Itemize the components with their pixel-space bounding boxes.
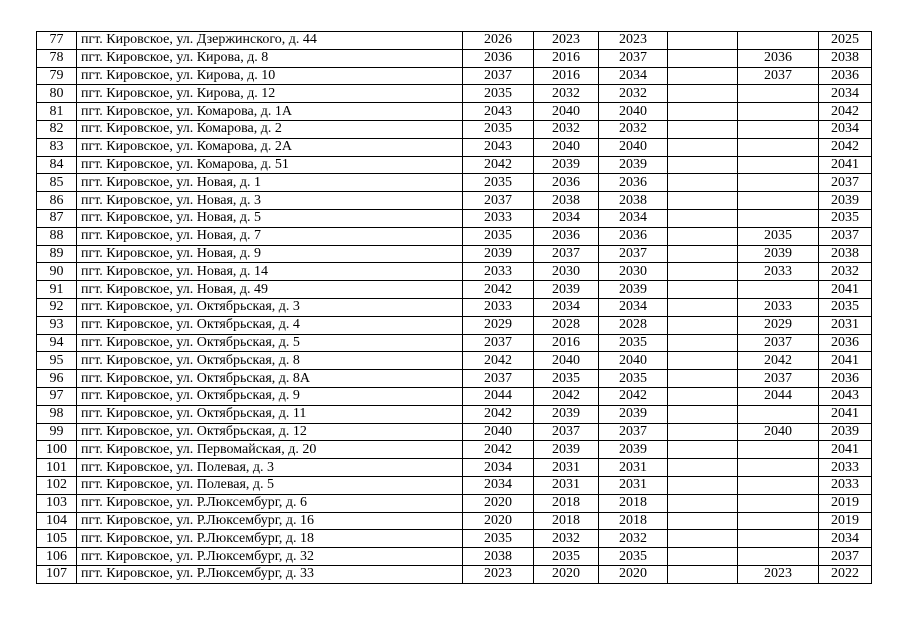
year-cell-3: 2018 — [599, 494, 668, 512]
year-cell-5: 2033 — [738, 263, 819, 281]
row-number-cell: 98 — [37, 405, 77, 423]
table-row — [37, 49, 872, 67]
year-cell-5 — [738, 174, 819, 192]
row-number-cell: 96 — [37, 370, 77, 388]
year-cell-1: 2042 — [463, 441, 534, 459]
year-cell-2: 2028 — [534, 316, 599, 334]
address-cell: пгт. Кировское, ул. Дзержинского, д. 44 — [77, 32, 463, 50]
year-cell-1: 2035 — [463, 120, 534, 138]
year-cell-2: 2036 — [534, 227, 599, 245]
year-cell-2: 2034 — [534, 298, 599, 316]
year-cell-5: 2044 — [738, 387, 819, 405]
year-cell-2: 2037 — [534, 423, 599, 441]
table-row — [37, 263, 872, 281]
address-cell: пгт. Кировское, ул. Октябрьская, д. 11 — [77, 405, 463, 423]
row-number-cell: 103 — [37, 494, 77, 512]
year-cell-3: 2031 — [599, 459, 668, 477]
address-cell: пгт. Кировское, ул. Октябрьская, д. 9 — [77, 387, 463, 405]
address-cell: пгт. Кировское, ул. Кирова, д. 12 — [77, 85, 463, 103]
year-cell-6: 2039 — [819, 192, 872, 210]
address-cell: пгт. Кировское, ул. Комарова, д. 1А — [77, 103, 463, 121]
year-cell-1: 2037 — [463, 334, 534, 352]
year-cell-5: 2039 — [738, 245, 819, 263]
year-cell-2: 2030 — [534, 263, 599, 281]
year-cell-4 — [668, 192, 738, 210]
year-cell-2: 2023 — [534, 32, 599, 50]
address-cell: пгт. Кировское, ул. Р.Люксембург, д. 33 — [77, 565, 463, 583]
table-row — [37, 565, 872, 583]
year-cell-6: 2037 — [819, 548, 872, 566]
row-number-cell: 90 — [37, 263, 77, 281]
table-row — [37, 174, 872, 192]
address-cell: пгт. Кировское, ул. Октябрьская, д. 12 — [77, 423, 463, 441]
year-cell-2: 2016 — [534, 67, 599, 85]
address-cell: пгт. Кировское, ул. Октябрьская, д. 8 — [77, 352, 463, 370]
year-cell-4 — [668, 405, 738, 423]
row-number-cell: 91 — [37, 281, 77, 299]
address-cell: пгт. Кировское, ул. Комарова, д. 2 — [77, 120, 463, 138]
year-cell-4 — [668, 263, 738, 281]
row-number-cell: 105 — [37, 530, 77, 548]
table-row — [37, 548, 872, 566]
year-cell-2: 2040 — [534, 352, 599, 370]
year-cell-6: 2037 — [819, 227, 872, 245]
table-row — [37, 494, 872, 512]
data-table — [36, 31, 872, 584]
year-cell-1: 2034 — [463, 459, 534, 477]
year-cell-1: 2042 — [463, 405, 534, 423]
year-cell-2: 2016 — [534, 334, 599, 352]
year-cell-6: 2035 — [819, 209, 872, 227]
year-cell-6: 2034 — [819, 85, 872, 103]
year-cell-4 — [668, 387, 738, 405]
row-number-cell: 80 — [37, 85, 77, 103]
year-cell-4 — [668, 512, 738, 530]
year-cell-3: 2036 — [599, 227, 668, 245]
year-cell-4 — [668, 494, 738, 512]
address-cell: пгт. Кировское, ул. Полевая, д. 3 — [77, 459, 463, 477]
row-number-cell: 104 — [37, 512, 77, 530]
year-cell-3: 2034 — [599, 209, 668, 227]
year-cell-4 — [668, 476, 738, 494]
year-cell-4 — [668, 459, 738, 477]
year-cell-3: 2034 — [599, 298, 668, 316]
year-cell-5: 2037 — [738, 334, 819, 352]
row-number-cell: 97 — [37, 387, 77, 405]
table-row — [37, 530, 872, 548]
year-cell-3: 2032 — [599, 85, 668, 103]
year-cell-2: 2039 — [534, 281, 599, 299]
year-cell-1: 2037 — [463, 67, 534, 85]
row-number-cell: 93 — [37, 316, 77, 334]
year-cell-5: 2033 — [738, 298, 819, 316]
year-cell-6: 2032 — [819, 263, 872, 281]
year-cell-6: 2019 — [819, 494, 872, 512]
address-cell: пгт. Кировское, ул. Р.Люксембург, д. 32 — [77, 548, 463, 566]
row-number-cell: 100 — [37, 441, 77, 459]
row-number-cell: 82 — [37, 120, 77, 138]
year-cell-5 — [738, 120, 819, 138]
year-cell-6: 2036 — [819, 334, 872, 352]
year-cell-6: 2034 — [819, 120, 872, 138]
year-cell-2: 2042 — [534, 387, 599, 405]
year-cell-5: 2037 — [738, 370, 819, 388]
year-cell-3: 2040 — [599, 352, 668, 370]
year-cell-3: 2034 — [599, 67, 668, 85]
row-number-cell: 85 — [37, 174, 77, 192]
address-cell: пгт. Кировское, ул. Новая, д. 14 — [77, 263, 463, 281]
row-number-cell: 95 — [37, 352, 77, 370]
year-cell-2: 2039 — [534, 156, 599, 174]
year-cell-5 — [738, 32, 819, 50]
year-cell-6: 2041 — [819, 441, 872, 459]
year-cell-5 — [738, 441, 819, 459]
year-cell-3: 2035 — [599, 334, 668, 352]
year-cell-5 — [738, 530, 819, 548]
year-cell-1: 2033 — [463, 263, 534, 281]
year-cell-2: 2035 — [534, 548, 599, 566]
year-cell-4 — [668, 548, 738, 566]
year-cell-2: 2040 — [534, 103, 599, 121]
table-row — [37, 245, 872, 263]
table-row — [37, 334, 872, 352]
year-cell-6: 2042 — [819, 138, 872, 156]
year-cell-6: 2036 — [819, 370, 872, 388]
year-cell-6: 2019 — [819, 512, 872, 530]
table-row — [37, 476, 872, 494]
year-cell-3: 2037 — [599, 423, 668, 441]
table-row — [37, 512, 872, 530]
year-cell-1: 2044 — [463, 387, 534, 405]
year-cell-4 — [668, 138, 738, 156]
year-cell-1: 2043 — [463, 138, 534, 156]
address-cell: пгт. Кировское, ул. Комарова, д. 51 — [77, 156, 463, 174]
year-cell-5: 2042 — [738, 352, 819, 370]
table-row — [37, 352, 872, 370]
table-row — [37, 370, 872, 388]
year-cell-5: 2037 — [738, 67, 819, 85]
year-cell-1: 2043 — [463, 103, 534, 121]
year-cell-3: 2028 — [599, 316, 668, 334]
row-number-cell: 83 — [37, 138, 77, 156]
row-number-cell: 89 — [37, 245, 77, 263]
year-cell-5 — [738, 405, 819, 423]
row-number-cell: 87 — [37, 209, 77, 227]
year-cell-4 — [668, 298, 738, 316]
year-cell-4 — [668, 85, 738, 103]
year-cell-5 — [738, 459, 819, 477]
year-cell-2: 2020 — [534, 565, 599, 583]
year-cell-5: 2023 — [738, 565, 819, 583]
year-cell-1: 2033 — [463, 209, 534, 227]
table-row — [37, 298, 872, 316]
year-cell-4 — [668, 441, 738, 459]
year-cell-4 — [668, 103, 738, 121]
year-cell-1: 2042 — [463, 281, 534, 299]
year-cell-6: 2041 — [819, 281, 872, 299]
table-row — [37, 423, 872, 441]
year-cell-5: 2029 — [738, 316, 819, 334]
year-cell-5 — [738, 103, 819, 121]
year-cell-1: 2042 — [463, 156, 534, 174]
address-cell: пгт. Кировское, ул. Октябрьская, д. 8А — [77, 370, 463, 388]
year-cell-4 — [668, 49, 738, 67]
year-cell-3: 2037 — [599, 49, 668, 67]
table-row — [37, 156, 872, 174]
table-row — [37, 227, 872, 245]
year-cell-1: 2020 — [463, 494, 534, 512]
row-number-cell: 88 — [37, 227, 77, 245]
year-cell-2: 2040 — [534, 138, 599, 156]
year-cell-2: 2039 — [534, 405, 599, 423]
year-cell-2: 2038 — [534, 192, 599, 210]
row-number-cell: 99 — [37, 423, 77, 441]
year-cell-4 — [668, 370, 738, 388]
year-cell-6: 2041 — [819, 156, 872, 174]
year-cell-6: 2042 — [819, 103, 872, 121]
address-cell: пгт. Кировское, ул. Р.Люксембург, д. 6 — [77, 494, 463, 512]
year-cell-4 — [668, 209, 738, 227]
year-cell-6: 2033 — [819, 476, 872, 494]
year-cell-1: 2039 — [463, 245, 534, 263]
year-cell-3: 2039 — [599, 156, 668, 174]
address-cell: пгт. Кировское, ул. Комарова, д. 2А — [77, 138, 463, 156]
year-cell-4 — [668, 565, 738, 583]
table-row — [37, 103, 872, 121]
table-row — [37, 209, 872, 227]
year-cell-4 — [668, 227, 738, 245]
year-cell-4 — [668, 174, 738, 192]
row-number-cell: 107 — [37, 565, 77, 583]
year-cell-2: 2035 — [534, 370, 599, 388]
year-cell-3: 2036 — [599, 174, 668, 192]
year-cell-5 — [738, 512, 819, 530]
year-cell-4 — [668, 156, 738, 174]
year-cell-5: 2036 — [738, 49, 819, 67]
year-cell-6: 2038 — [819, 49, 872, 67]
year-cell-3: 2040 — [599, 103, 668, 121]
year-cell-6: 2038 — [819, 245, 872, 263]
table-row — [37, 120, 872, 138]
row-number-cell: 92 — [37, 298, 77, 316]
year-cell-4 — [668, 530, 738, 548]
year-cell-3: 2032 — [599, 530, 668, 548]
table-row — [37, 387, 872, 405]
year-cell-2: 2039 — [534, 441, 599, 459]
year-cell-5 — [738, 209, 819, 227]
table-row — [37, 67, 872, 85]
row-number-cell: 84 — [37, 156, 77, 174]
year-cell-2: 2032 — [534, 530, 599, 548]
year-cell-1: 2035 — [463, 530, 534, 548]
year-cell-3: 2039 — [599, 405, 668, 423]
year-cell-1: 2038 — [463, 548, 534, 566]
table-body — [37, 32, 872, 584]
row-number-cell: 86 — [37, 192, 77, 210]
year-cell-3: 2038 — [599, 192, 668, 210]
table-row — [37, 459, 872, 477]
year-cell-2: 2016 — [534, 49, 599, 67]
year-cell-6: 2041 — [819, 352, 872, 370]
year-cell-6: 2041 — [819, 405, 872, 423]
year-cell-1: 2023 — [463, 565, 534, 583]
table-row — [37, 316, 872, 334]
address-cell: пгт. Кировское, ул. Новая, д. 5 — [77, 209, 463, 227]
address-cell: пгт. Кировское, ул. Новая, д. 7 — [77, 227, 463, 245]
year-cell-1: 2035 — [463, 85, 534, 103]
year-cell-5 — [738, 192, 819, 210]
address-cell: пгт. Кировское, ул. Новая, д. 1 — [77, 174, 463, 192]
year-cell-3: 2037 — [599, 245, 668, 263]
address-cell: пгт. Кировское, ул. Новая, д. 49 — [77, 281, 463, 299]
year-cell-3: 2042 — [599, 387, 668, 405]
year-cell-3: 2039 — [599, 281, 668, 299]
year-cell-1: 2035 — [463, 174, 534, 192]
year-cell-4 — [668, 281, 738, 299]
year-cell-2: 2018 — [534, 494, 599, 512]
year-cell-4 — [668, 352, 738, 370]
table-row — [37, 281, 872, 299]
year-cell-2: 2034 — [534, 209, 599, 227]
year-cell-1: 2042 — [463, 352, 534, 370]
year-cell-5 — [738, 281, 819, 299]
year-cell-5 — [738, 156, 819, 174]
year-cell-6: 2034 — [819, 530, 872, 548]
year-cell-5 — [738, 85, 819, 103]
year-cell-1: 2037 — [463, 370, 534, 388]
address-cell: пгт. Кировское, ул. Октябрьская, д. 3 — [77, 298, 463, 316]
year-cell-6: 2043 — [819, 387, 872, 405]
table-row — [37, 405, 872, 423]
year-cell-1: 2035 — [463, 227, 534, 245]
year-cell-1: 2034 — [463, 476, 534, 494]
year-cell-1: 2020 — [463, 512, 534, 530]
table-row — [37, 138, 872, 156]
year-cell-6: 2033 — [819, 459, 872, 477]
year-cell-2: 2018 — [534, 512, 599, 530]
year-cell-6: 2022 — [819, 565, 872, 583]
table-row — [37, 85, 872, 103]
year-cell-5 — [738, 138, 819, 156]
year-cell-4 — [668, 423, 738, 441]
address-cell: пгт. Кировское, ул. Новая, д. 9 — [77, 245, 463, 263]
year-cell-2: 2031 — [534, 459, 599, 477]
address-cell: пгт. Кировское, ул. Кирова, д. 10 — [77, 67, 463, 85]
year-cell-3: 2032 — [599, 120, 668, 138]
year-cell-2: 2037 — [534, 245, 599, 263]
address-cell: пгт. Кировское, ул. Новая, д. 3 — [77, 192, 463, 210]
address-cell: пгт. Кировское, ул. Полевая, д. 5 — [77, 476, 463, 494]
year-cell-3: 2020 — [599, 565, 668, 583]
year-cell-4 — [668, 120, 738, 138]
row-number-cell: 94 — [37, 334, 77, 352]
year-cell-6: 2036 — [819, 67, 872, 85]
address-cell: пгт. Кировское, ул. Р.Люксембург, д. 16 — [77, 512, 463, 530]
row-number-cell: 102 — [37, 476, 77, 494]
year-cell-4 — [668, 334, 738, 352]
table-row — [37, 32, 872, 50]
year-cell-5: 2040 — [738, 423, 819, 441]
year-cell-3: 2035 — [599, 548, 668, 566]
year-cell-3: 2040 — [599, 138, 668, 156]
row-number-cell: 78 — [37, 49, 77, 67]
year-cell-6: 2035 — [819, 298, 872, 316]
row-number-cell: 106 — [37, 548, 77, 566]
year-cell-2: 2036 — [534, 174, 599, 192]
year-cell-5 — [738, 548, 819, 566]
year-cell-6: 2025 — [819, 32, 872, 50]
year-cell-6: 2031 — [819, 316, 872, 334]
year-cell-2: 2032 — [534, 120, 599, 138]
year-cell-1: 2037 — [463, 192, 534, 210]
year-cell-3: 2039 — [599, 441, 668, 459]
year-cell-1: 2026 — [463, 32, 534, 50]
year-cell-1: 2040 — [463, 423, 534, 441]
year-cell-6: 2039 — [819, 423, 872, 441]
year-cell-4 — [668, 32, 738, 50]
address-cell: пгт. Кировское, ул. Октябрьская, д. 4 — [77, 316, 463, 334]
year-cell-1: 2036 — [463, 49, 534, 67]
year-cell-3: 2035 — [599, 370, 668, 388]
year-cell-3: 2031 — [599, 476, 668, 494]
year-cell-5 — [738, 476, 819, 494]
address-cell: пгт. Кировское, ул. Октябрьская, д. 5 — [77, 334, 463, 352]
year-cell-3: 2018 — [599, 512, 668, 530]
address-cell: пгт. Кировское, ул. Кирова, д. 8 — [77, 49, 463, 67]
year-cell-2: 2032 — [534, 85, 599, 103]
table-row — [37, 441, 872, 459]
year-cell-3: 2030 — [599, 263, 668, 281]
row-number-cell: 77 — [37, 32, 77, 50]
row-number-cell: 81 — [37, 103, 77, 121]
row-number-cell: 101 — [37, 459, 77, 477]
row-number-cell: 79 — [37, 67, 77, 85]
year-cell-5 — [738, 494, 819, 512]
year-cell-6: 2037 — [819, 174, 872, 192]
year-cell-1: 2029 — [463, 316, 534, 334]
year-cell-1: 2033 — [463, 298, 534, 316]
year-cell-4 — [668, 67, 738, 85]
year-cell-2: 2031 — [534, 476, 599, 494]
table-row — [37, 192, 872, 210]
year-cell-5: 2035 — [738, 227, 819, 245]
address-cell: пгт. Кировское, ул. Р.Люксембург, д. 18 — [77, 530, 463, 548]
year-cell-4 — [668, 316, 738, 334]
year-cell-4 — [668, 245, 738, 263]
year-cell-3: 2023 — [599, 32, 668, 50]
address-cell: пгт. Кировское, ул. Первомайская, д. 20 — [77, 441, 463, 459]
